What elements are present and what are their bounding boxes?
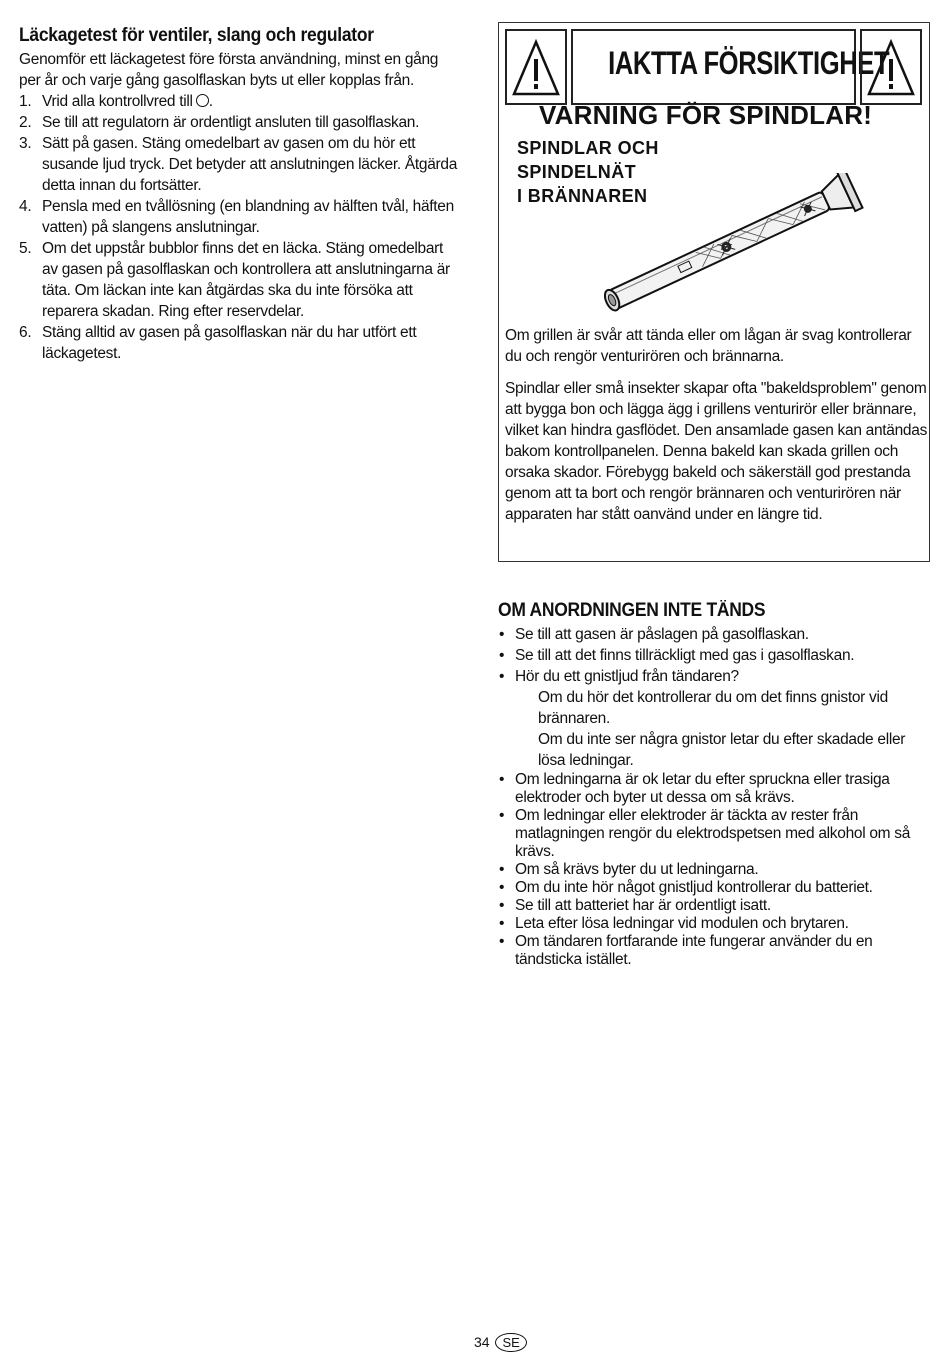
list-item — [19, 133, 459, 196]
bullet-text: Se till att gasen är påslagen på gasolflaskan. — [515, 626, 809, 643]
list-item — [498, 861, 928, 879]
no-ignition-section — [498, 600, 928, 969]
list-item: 1. Vrid alla kontrollvred till . — [19, 93, 213, 110]
spider-warning-paragraph-2: Spindlar eller små insekter skapar ofta "bakeldsproblem" genom att bygga bon och lägga ägg i grillens venturirör eller brännare, vilket kan hindra gasflödet. Den ansamlade gasen kan antändas bakom kontrollpanelen. Denna bakeld kan skada grillen och orsaka skador. Förebygg bakeld och säkerställ god prestanda genom att ta bort och rengör brännaren och venturirören när apparaten har stått oanvänd under en längre tid. — [505, 380, 928, 523]
bullet-icon: • — [499, 668, 505, 685]
warning-triangle-icon — [866, 39, 916, 97]
spider-warning-paragraph-1: Om grillen är svår att tända eller om lågan är svag kontrollerar du och rengör venturirören och brännarna. — [505, 327, 912, 365]
caution-symbol-left — [505, 29, 567, 105]
leak-test-intro: Genomför ett läckagetest före första användning, minst en gång per år och varje gång gasolflaskan byts ut eller kopplas från. — [19, 51, 439, 89]
warning-triangle-icon — [511, 39, 561, 97]
bullet-text: Se till att batteriet har är ordentligt isatt. — [515, 897, 771, 914]
list-item — [498, 933, 928, 969]
caution-title: IAKTTA FÖRSIKTIGHET — [608, 45, 890, 81]
bullet-icon: • — [499, 807, 505, 824]
page-number: 34 — [474, 1334, 490, 1350]
bullet-text: Om ledningarna är ok letar du efter spruckna eller trasiga elektroder och byter ut dessa om så krävs. — [515, 771, 890, 806]
step-number: 4. — [19, 198, 32, 215]
bullet-icon: • — [499, 915, 505, 932]
list-item — [19, 238, 459, 322]
list-item — [19, 196, 459, 238]
subtitle-line: SPINDELNÄT — [517, 162, 637, 182]
step-text: Sätt på gasen. Stäng omedelbart av gasen om du hör ett susande ljud tryck. Det betyder att anslutningen läcker. Åtgärda detta innan du fortsätter. — [42, 135, 458, 194]
list-item — [498, 771, 928, 807]
list-item — [498, 807, 928, 861]
language-badge: SE — [495, 1333, 526, 1352]
step-text: Se till att regulatorn är ordentligt ansluten till gasolflaskan. — [42, 114, 420, 131]
caution-symbol-right — [860, 29, 922, 105]
leak-test-title: Läckagetest för ventiler, slang och regulator — [19, 25, 374, 46]
no-ignition-list-b — [498, 771, 928, 969]
bullet-text: Om ledningar eller elektroder är täckta av rester från matlagningen rengör du elektrodspetsen med alkohol om så krävs. — [515, 807, 911, 860]
bullet-icon: • — [499, 861, 505, 878]
bullet-text: Om du inte hör något gnistljud kontrollerar du batteriet. — [515, 879, 873, 896]
step-text: Stäng alltid av gasen på gasolflaskan när du har utfört ett läckagetest. — [42, 324, 417, 362]
step-number: 6. — [19, 324, 32, 341]
list-item — [498, 879, 928, 897]
list-item — [19, 112, 459, 133]
bullet-text: Om tändaren fortfarande inte fungerar använder du en tändsticka istället. — [515, 933, 873, 968]
bullet-icon: • — [499, 897, 505, 914]
step-text: Pensla med en tvållösning (en blandning av hälften tvål, häften vatten) på slangens anslutningar. — [42, 198, 454, 236]
caution-title-box — [571, 29, 890, 105]
bullet-text: Se till att det finns tillräckligt med gas i gasolflaskan. — [515, 647, 855, 664]
spider-warning-box — [498, 22, 930, 562]
subtitle-line: SPINDLAR OCH — [517, 138, 659, 158]
burner-tube-illustration — [585, 173, 875, 313]
list-item — [498, 666, 928, 687]
sub-item: Om du hör det kontrollerar du om det finns gnistor vid brännaren. — [538, 689, 888, 727]
step-number: 2. — [19, 114, 32, 131]
page-footer — [474, 1333, 527, 1352]
leak-test-section — [19, 25, 459, 364]
bullet-icon: • — [499, 626, 505, 643]
subtitle-line: I BRÄNNAREN — [517, 186, 648, 206]
step-number: 1. — [19, 93, 32, 110]
list-item — [498, 624, 928, 645]
no-ignition-title: OM ANORDNINGEN INTE TÄNDS — [498, 600, 766, 621]
no-ignition-list-a — [498, 624, 928, 687]
off-position-circle-icon — [196, 94, 209, 107]
bullet-icon: • — [499, 647, 505, 664]
bullet-icon: • — [499, 879, 505, 896]
bullet-text: Leta efter lösa ledningar vid modulen och brytaren. — [515, 915, 849, 932]
list-item — [498, 915, 928, 933]
step-number: 5. — [19, 240, 32, 257]
step-text: Om det uppstår bubblor finns det en läcka. Stäng omedelbart av gasen på gasolflaskan och kontrollera att anslutningarna är täta. Om läckan inte kan åtgärdas ska du inte försöka att reparera skadan. Ring efter reservdelar. — [42, 240, 450, 320]
bullet-icon: • — [499, 933, 505, 950]
spider-warning-title: VARNING FÖR SPINDLAR! — [539, 100, 873, 130]
leak-test-steps — [19, 91, 459, 364]
bullet-text: Hör du ett gnistljud från tändaren? — [515, 668, 739, 685]
bullet-text: Om så krävs byter du ut ledningarna. — [515, 861, 759, 878]
sub-item: Om du inte ser några gnistor letar du efter skadade eller lösa ledningar. — [538, 731, 906, 769]
list-item — [19, 322, 459, 364]
caution-header — [505, 29, 922, 105]
bullet-icon: • — [499, 771, 505, 788]
step-text: Vrid alla kontrollvred till — [42, 93, 193, 110]
list-item — [498, 645, 928, 666]
step-number: 3. — [19, 135, 32, 152]
list-item — [498, 897, 928, 915]
